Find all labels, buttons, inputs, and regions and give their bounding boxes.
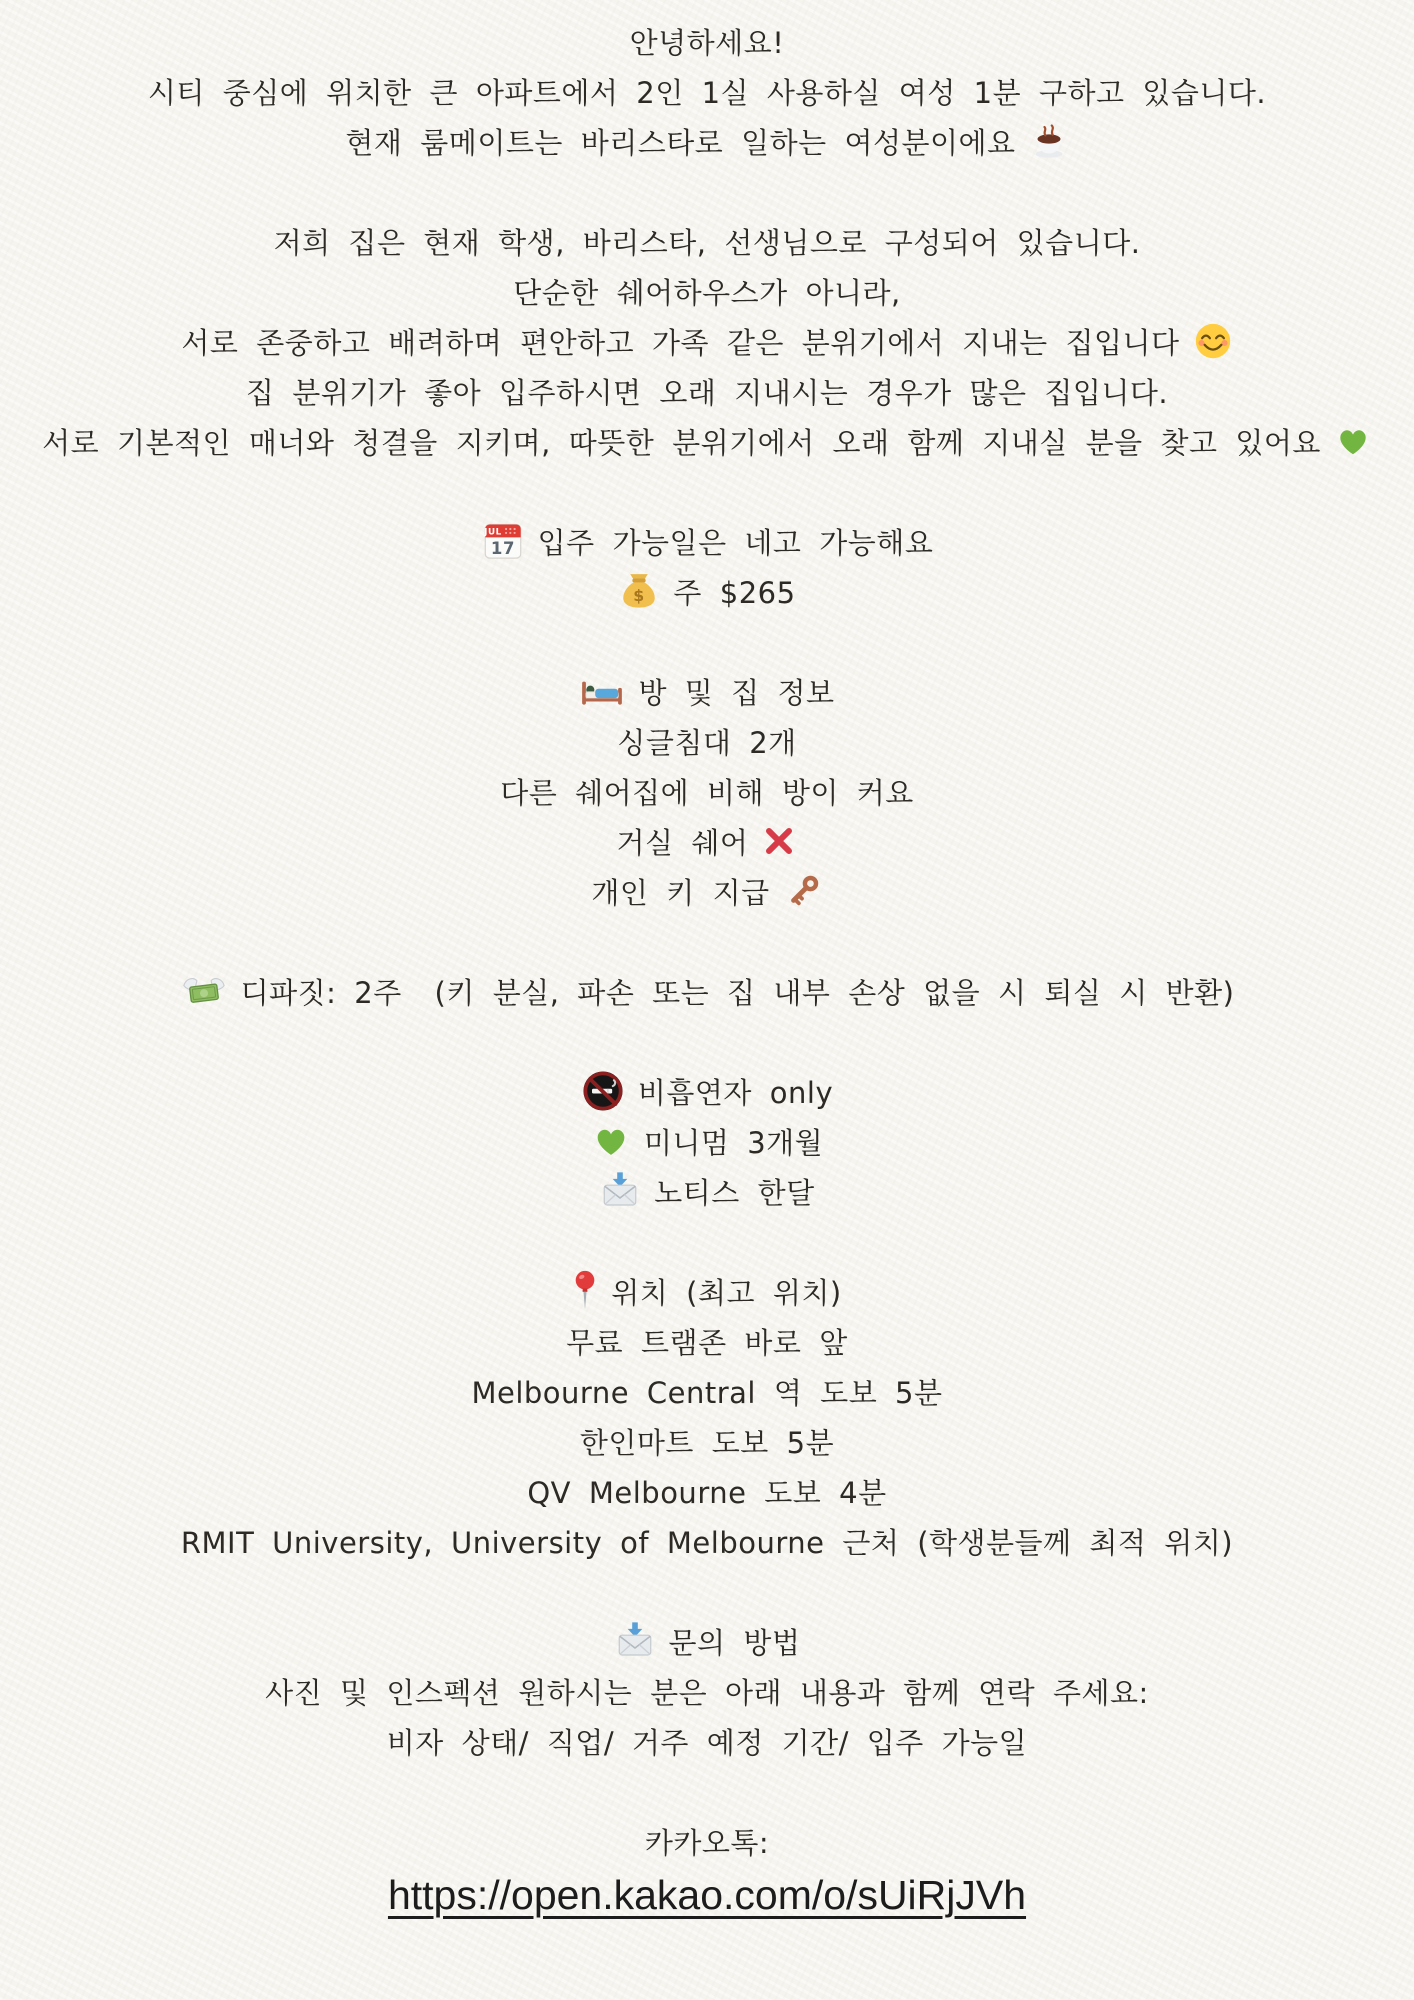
location-title	[0, 1266, 1414, 1316]
intro-line-roommate	[0, 116, 1414, 166]
location-line-tramzone	[0, 1316, 1414, 1366]
text: Melbourne Central 역 도보 5분	[471, 1375, 943, 1410]
envelope-arrow-icon	[614, 1620, 656, 1662]
bed-icon	[579, 671, 625, 711]
deposit-line	[0, 966, 1414, 1016]
text: 비흡연자 only	[637, 1075, 834, 1110]
room-info-livingroom	[0, 816, 1414, 866]
intro-line-greeting	[0, 16, 1414, 66]
money-with-wings-icon	[180, 971, 228, 1011]
text: 사진 및 인스펙션 원하시는 분은 아래 내용과 함께 연락 주세요:	[265, 1675, 1149, 1710]
text: 위치 (최고 위치)	[611, 1275, 842, 1310]
no-smoking-icon	[581, 1069, 625, 1113]
availability-line-rent	[0, 566, 1414, 616]
text: 집 분위기가 좋아 입주하시면 오래 지내시는 경우가 많은 집입니다.	[245, 375, 1169, 410]
spacer	[0, 466, 1414, 516]
spacer	[0, 1766, 1414, 1816]
spacer	[0, 616, 1414, 666]
money-bag-sign: $	[633, 586, 646, 606]
rules-line-minimum-stay	[0, 1116, 1414, 1166]
text: QV Melbourne 도보 4분	[527, 1475, 887, 1510]
location-line-melbourne-central	[0, 1366, 1414, 1416]
spacer	[0, 1566, 1414, 1616]
room-info-beds	[0, 716, 1414, 766]
green-heart-icon	[591, 1121, 631, 1161]
text: 무료 트램존 바로 앞	[566, 1325, 848, 1360]
about-line-family-vibe	[0, 316, 1414, 366]
old-key-icon	[783, 871, 823, 911]
calendar-day-text: 17	[490, 538, 515, 558]
intro-line-room-offer	[0, 66, 1414, 116]
text: 싱글침대 2개	[617, 725, 797, 760]
cross-mark-icon	[761, 823, 797, 859]
about-line-members	[0, 216, 1414, 266]
location-line-qv	[0, 1466, 1414, 1516]
availability-line-move-in	[0, 516, 1414, 566]
calendar-month-text: JUL	[483, 527, 502, 538]
text: 서로 존중하고 배려하며 편안하고 가족 같은 분위기에서 지내는 집입니다	[181, 325, 1180, 360]
contact-line-instructions	[0, 1666, 1414, 1716]
text: 현재 룸메이트는 바리스타로 일하는 여성분이에요	[345, 125, 1016, 160]
location-line-universities	[0, 1516, 1414, 1566]
room-info-title	[0, 666, 1414, 716]
location-line-korean-mart	[0, 1416, 1414, 1466]
text: 서로 기본적인 매너와 청결을 지키며, 따뜻한 분위기에서 오래 함께 지내실 분을 찾고 있어요	[42, 425, 1321, 460]
text: 노티스 한달	[654, 1175, 815, 1210]
room-info-key	[0, 866, 1414, 916]
text: 저희 집은 현재 학생, 바리스타, 선생님으로 구성되어 있습니다.	[273, 225, 1141, 260]
calendar-icon	[481, 519, 525, 563]
about-line-manners	[0, 416, 1414, 466]
about-line-stay-long	[0, 366, 1414, 416]
kakao-link-line	[0, 1866, 1414, 1924]
text: 한인마트 도보 5분	[579, 1425, 835, 1460]
text: 시티 중심에 위치한 큰 아파트에서 2인 1실 사용하실 여성 1분 구하고 있습니다.	[147, 75, 1267, 110]
spacer	[0, 166, 1414, 216]
text: 단순한 쉐어하우스가 아니라,	[513, 275, 901, 310]
text: 방 및 집 정보	[638, 675, 835, 710]
room-info-size	[0, 766, 1414, 816]
money-bag-icon	[618, 570, 660, 612]
rules-line-nonsmoker	[0, 1066, 1414, 1116]
about-line-not-just-sharehouse	[0, 266, 1414, 316]
contact-title	[0, 1616, 1414, 1666]
text: 카카오톡:	[644, 1825, 770, 1860]
text: 다른 쉐어집에 비해 방이 커요	[500, 775, 914, 810]
envelope-arrow-icon	[599, 1170, 641, 1212]
green-heart-icon	[1334, 422, 1372, 460]
text: 문의 방법	[668, 1625, 801, 1660]
text: 입주 가능일은 네고 가능해요	[537, 525, 934, 560]
contact-line-required-info	[0, 1716, 1414, 1766]
kakao-label-line	[0, 1816, 1414, 1866]
kakao-open-chat-link[interactable]: https://open.kakao.com/o/sUiRjJVh	[387, 1871, 1027, 1918]
text: 미니멈 3개월	[643, 1125, 824, 1160]
text: 주 $265	[673, 575, 796, 610]
text: 개인 키 지급	[591, 875, 770, 910]
spacer	[0, 1016, 1414, 1066]
text: 비자 상태/ 직업/ 거주 예정 기간/ 입주 가능일	[386, 1725, 1028, 1760]
rules-line-notice	[0, 1166, 1414, 1216]
text: 디파짓: 2주 (키 분실, 파손 또는 집 내부 손상 없을 시 퇴실 시 반환)	[240, 975, 1235, 1010]
pushpin-icon	[572, 1269, 598, 1313]
spacer	[0, 1216, 1414, 1266]
text: 안녕하세요!	[629, 25, 785, 60]
text: 거실 쉐어	[616, 825, 749, 860]
spacer	[0, 916, 1414, 966]
text: RMIT University, University of Melbourne 근처 (학생분들께 최적 위치)	[180, 1525, 1234, 1560]
coffee-icon	[1029, 122, 1069, 160]
blush-smile-icon	[1193, 321, 1233, 361]
